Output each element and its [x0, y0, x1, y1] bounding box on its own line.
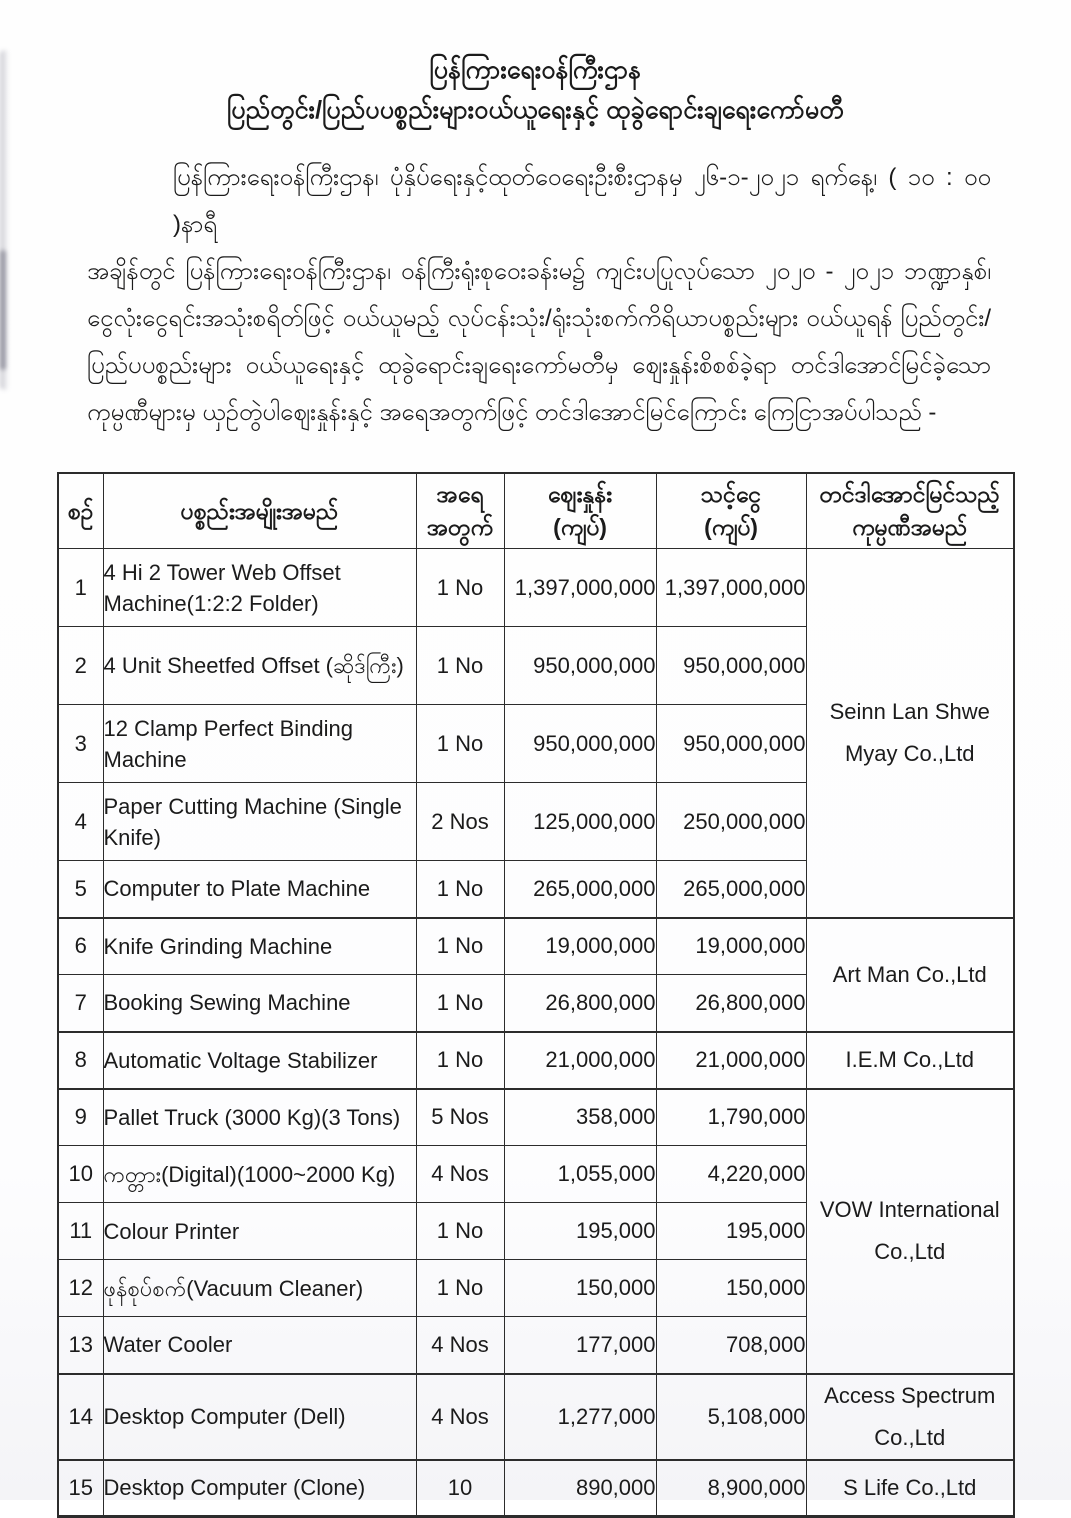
- quantity-cell: 5 Nos: [416, 1089, 504, 1146]
- unit-price-cell: 265,000,000: [504, 861, 656, 918]
- serial-no-cell: 10: [58, 1146, 103, 1203]
- header-winning-company-line1: တင်ဒါအောင်မြင်သည့်: [819, 481, 1000, 507]
- table-row: [58, 1032, 1014, 1089]
- item-name-cell: 4 Hi 2 Tower Web Offset Machine(1:2:2 Folder): [103, 549, 416, 627]
- company-cell: Access Spectrum Co.,Ltd: [806, 1374, 1014, 1460]
- company-cell: VOW International Co.,Ltd: [806, 1089, 1014, 1374]
- serial-no-cell: 7: [58, 975, 103, 1032]
- header-unit-price: [504, 473, 656, 549]
- header-total-amount-line1: သင့်ငွေ: [700, 481, 762, 507]
- header-winning-company-line2: ကုမ္ပဏီအမည်: [852, 514, 968, 540]
- unit-price-cell: 950,000,000: [504, 627, 656, 705]
- item-name-cell: Colour Printer: [103, 1203, 416, 1260]
- intro-line-4: ပြည်ပပစ္စည်းများ ဝယ်ယူရေးနှင့် ထုခွဲရောင်းချရေးကော်မတီမှ ဈေးနှုန်းစိစစ်ခဲ့ရာ တင်ဒါအောင်မြင်ခဲ့သော: [87, 352, 991, 379]
- header-total-amount-line2: (ကျပ်): [704, 514, 758, 540]
- serial-no-cell: 15: [58, 1460, 103, 1517]
- header-winning-company: [806, 473, 1014, 549]
- quantity-cell: 10: [416, 1460, 504, 1517]
- intro-line-5: ကုမ္ပဏီများမှ ယှဉ်တွဲပါဈေးနှုန်းနှင့် အရေအတွက်ဖြင့် တင်ဒါအောင်မြင်ကြောင်း ကြေငြာအပ်ပါသည် -: [87, 399, 937, 426]
- quantity-cell: 1 No: [416, 918, 504, 975]
- item-name-cell: ဖုန်စုပ်စက်(Vacuum Cleaner): [103, 1260, 416, 1317]
- quantity-cell: 1 No: [416, 705, 504, 783]
- total-amount-cell: 26,800,000: [656, 975, 806, 1032]
- serial-no-cell: 14: [58, 1374, 103, 1460]
- header-unit-price-line2: (ကျပ်): [553, 514, 607, 540]
- table-row: [58, 1374, 1014, 1460]
- total-amount-cell: 19,000,000: [656, 918, 806, 975]
- serial-no-cell: 6: [58, 918, 103, 975]
- unit-price-cell: 125,000,000: [504, 783, 656, 861]
- company-cell: I.E.M Co.,Ltd: [806, 1032, 1014, 1089]
- table-row: [58, 1089, 1014, 1146]
- header-total-amount: [656, 473, 806, 549]
- intro-paragraph: [87, 154, 991, 436]
- company-cell: S Life Co.,Ltd: [806, 1460, 1014, 1517]
- unit-price-cell: 177,000: [504, 1317, 656, 1374]
- unit-price-cell: 1,055,000: [504, 1146, 656, 1203]
- quantity-cell: 4 Nos: [416, 1146, 504, 1203]
- total-amount-cell: 195,000: [656, 1203, 806, 1260]
- header-quantity-line2: အတွက်: [426, 514, 493, 540]
- table-row: [58, 918, 1014, 975]
- total-amount-cell: 950,000,000: [656, 627, 806, 705]
- item-name-cell: Booking Sewing Machine: [103, 975, 416, 1032]
- ministry-title: ပြန်ကြားရေးဝန်ကြီးဌာန: [429, 56, 642, 84]
- unit-price-cell: 950,000,000: [504, 705, 656, 783]
- unit-price-cell: 150,000: [504, 1260, 656, 1317]
- serial-no-cell: 12: [58, 1260, 103, 1317]
- header-unit-price-line1: ဈေးနှုန်း: [547, 481, 613, 507]
- intro-line-2: အချိန်တွင် ပြန်ကြားရေးဝန်ကြီးဌာန၊ ဝန်ကြီးရုံးစုဝေးခန်းမ၌ ကျင်းပပြုလုပ်သော ၂၀၂၀ - ၂၀၂၁ ဘဏ္ဍာနှစ်၊: [87, 258, 991, 285]
- table-row: [58, 1460, 1014, 1517]
- document-header: [0, 0, 1071, 130]
- total-amount-cell: 950,000,000: [656, 705, 806, 783]
- unit-price-cell: 1,277,000: [504, 1374, 656, 1460]
- quantity-cell: 2 Nos: [416, 783, 504, 861]
- table-header-row: [58, 473, 1014, 549]
- item-name-cell: Desktop Computer (Clone): [103, 1460, 416, 1517]
- item-name-cell: Computer to Plate Machine: [103, 861, 416, 918]
- total-amount-cell: 250,000,000: [656, 783, 806, 861]
- total-amount-cell: 4,220,000: [656, 1146, 806, 1203]
- header-quantity-line1: အရေ: [436, 481, 484, 507]
- quantity-cell: 1 No: [416, 1260, 504, 1317]
- quantity-cell: 4 Nos: [416, 1374, 504, 1460]
- table-row: [58, 549, 1014, 627]
- item-name-cell: Automatic Voltage Stabilizer: [103, 1032, 416, 1089]
- item-name-cell: Knife Grinding Machine: [103, 918, 416, 975]
- total-amount-cell: 8,900,000: [656, 1460, 806, 1517]
- company-cell: Art Man Co.,Ltd: [806, 918, 1014, 1032]
- company-cell: Seinn Lan Shwe Myay Co.,Ltd: [806, 549, 1014, 918]
- tender-results-table: [57, 472, 1015, 1518]
- quantity-cell: 1 No: [416, 1032, 504, 1089]
- total-amount-cell: 1,790,000: [656, 1089, 806, 1146]
- serial-no-cell: 11: [58, 1203, 103, 1260]
- unit-price-cell: 890,000: [504, 1460, 656, 1517]
- item-name-cell: Desktop Computer (Dell): [103, 1374, 416, 1460]
- quantity-cell: 1 No: [416, 1203, 504, 1260]
- serial-no-cell: 9: [58, 1089, 103, 1146]
- serial-no-cell: 5: [58, 861, 103, 918]
- item-name-cell: ကတ္တား(Digital)(1000~2000 Kg): [103, 1146, 416, 1203]
- unit-price-cell: 1,397,000,000: [504, 549, 656, 627]
- total-amount-cell: 265,000,000: [656, 861, 806, 918]
- quantity-cell: 4 Nos: [416, 1317, 504, 1374]
- quantity-cell: 1 No: [416, 861, 504, 918]
- item-name-cell: 4 Unit Sheetfed Offset (ဆိုဒ်ကြီး): [103, 627, 416, 705]
- unit-price-cell: 19,000,000: [504, 918, 656, 975]
- serial-no-cell: 1: [58, 549, 103, 627]
- quantity-cell: 1 No: [416, 627, 504, 705]
- item-name-cell: 12 Clamp Perfect Binding Machine: [103, 705, 416, 783]
- unit-price-cell: 21,000,000: [504, 1032, 656, 1089]
- serial-no-cell: 4: [58, 783, 103, 861]
- header-item-name: ပစ္စည်းအမျိုးအမည်: [103, 473, 416, 549]
- total-amount-cell: 150,000: [656, 1260, 806, 1317]
- unit-price-cell: 195,000: [504, 1203, 656, 1260]
- header-serial-no: စဉ်: [58, 473, 103, 549]
- quantity-cell: 1 No: [416, 549, 504, 627]
- total-amount-cell: 1,397,000,000: [656, 549, 806, 627]
- total-amount-cell: 5,108,000: [656, 1374, 806, 1460]
- quantity-cell: 1 No: [416, 975, 504, 1032]
- serial-no-cell: 8: [58, 1032, 103, 1089]
- item-name-cell: Water Cooler: [103, 1317, 416, 1374]
- header-quantity: [416, 473, 504, 549]
- serial-no-cell: 13: [58, 1317, 103, 1374]
- committee-title: ပြည်တွင်း/ပြည်ပပစ္စည်းများဝယ်ယူရေးနှင့် ထုခွဲရောင်းချရေးကော်မတီ: [227, 96, 844, 124]
- serial-no-cell: 2: [58, 627, 103, 705]
- intro-line-1: ပြန်ကြားရေးဝန်ကြီးဌာန၊ ပုံနှိပ်ရေးနှင့်ထုတ်ဝေရေးဦးစီးဌာနမှ ၂၆-၁-၂၀၂၁ ရက်နေ့၊ ( ၁၀ : ၀၀ )နာရီ: [173, 164, 991, 238]
- item-name-cell: Paper Cutting Machine (Single Knife): [103, 783, 416, 861]
- unit-price-cell: 358,000: [504, 1089, 656, 1146]
- scan-edge-artifact-dark: [0, 250, 6, 370]
- total-amount-cell: 21,000,000: [656, 1032, 806, 1089]
- serial-no-cell: 3: [58, 705, 103, 783]
- intro-line-3: ငွေလုံးငွေရင်းအသုံးစရိတ်ဖြင့် ဝယ်ယူမည့် လုပ်ငန်းသုံး/ရုံးသုံးစက်ကိရိယာပစ္စည်းများ ဝယ်ယူရန် ပြည်တွင်း/: [87, 305, 991, 332]
- unit-price-cell: 26,800,000: [504, 975, 656, 1032]
- total-amount-cell: 708,000: [656, 1317, 806, 1374]
- item-name-cell: Pallet Truck (3000 Kg)(3 Tons): [103, 1089, 416, 1146]
